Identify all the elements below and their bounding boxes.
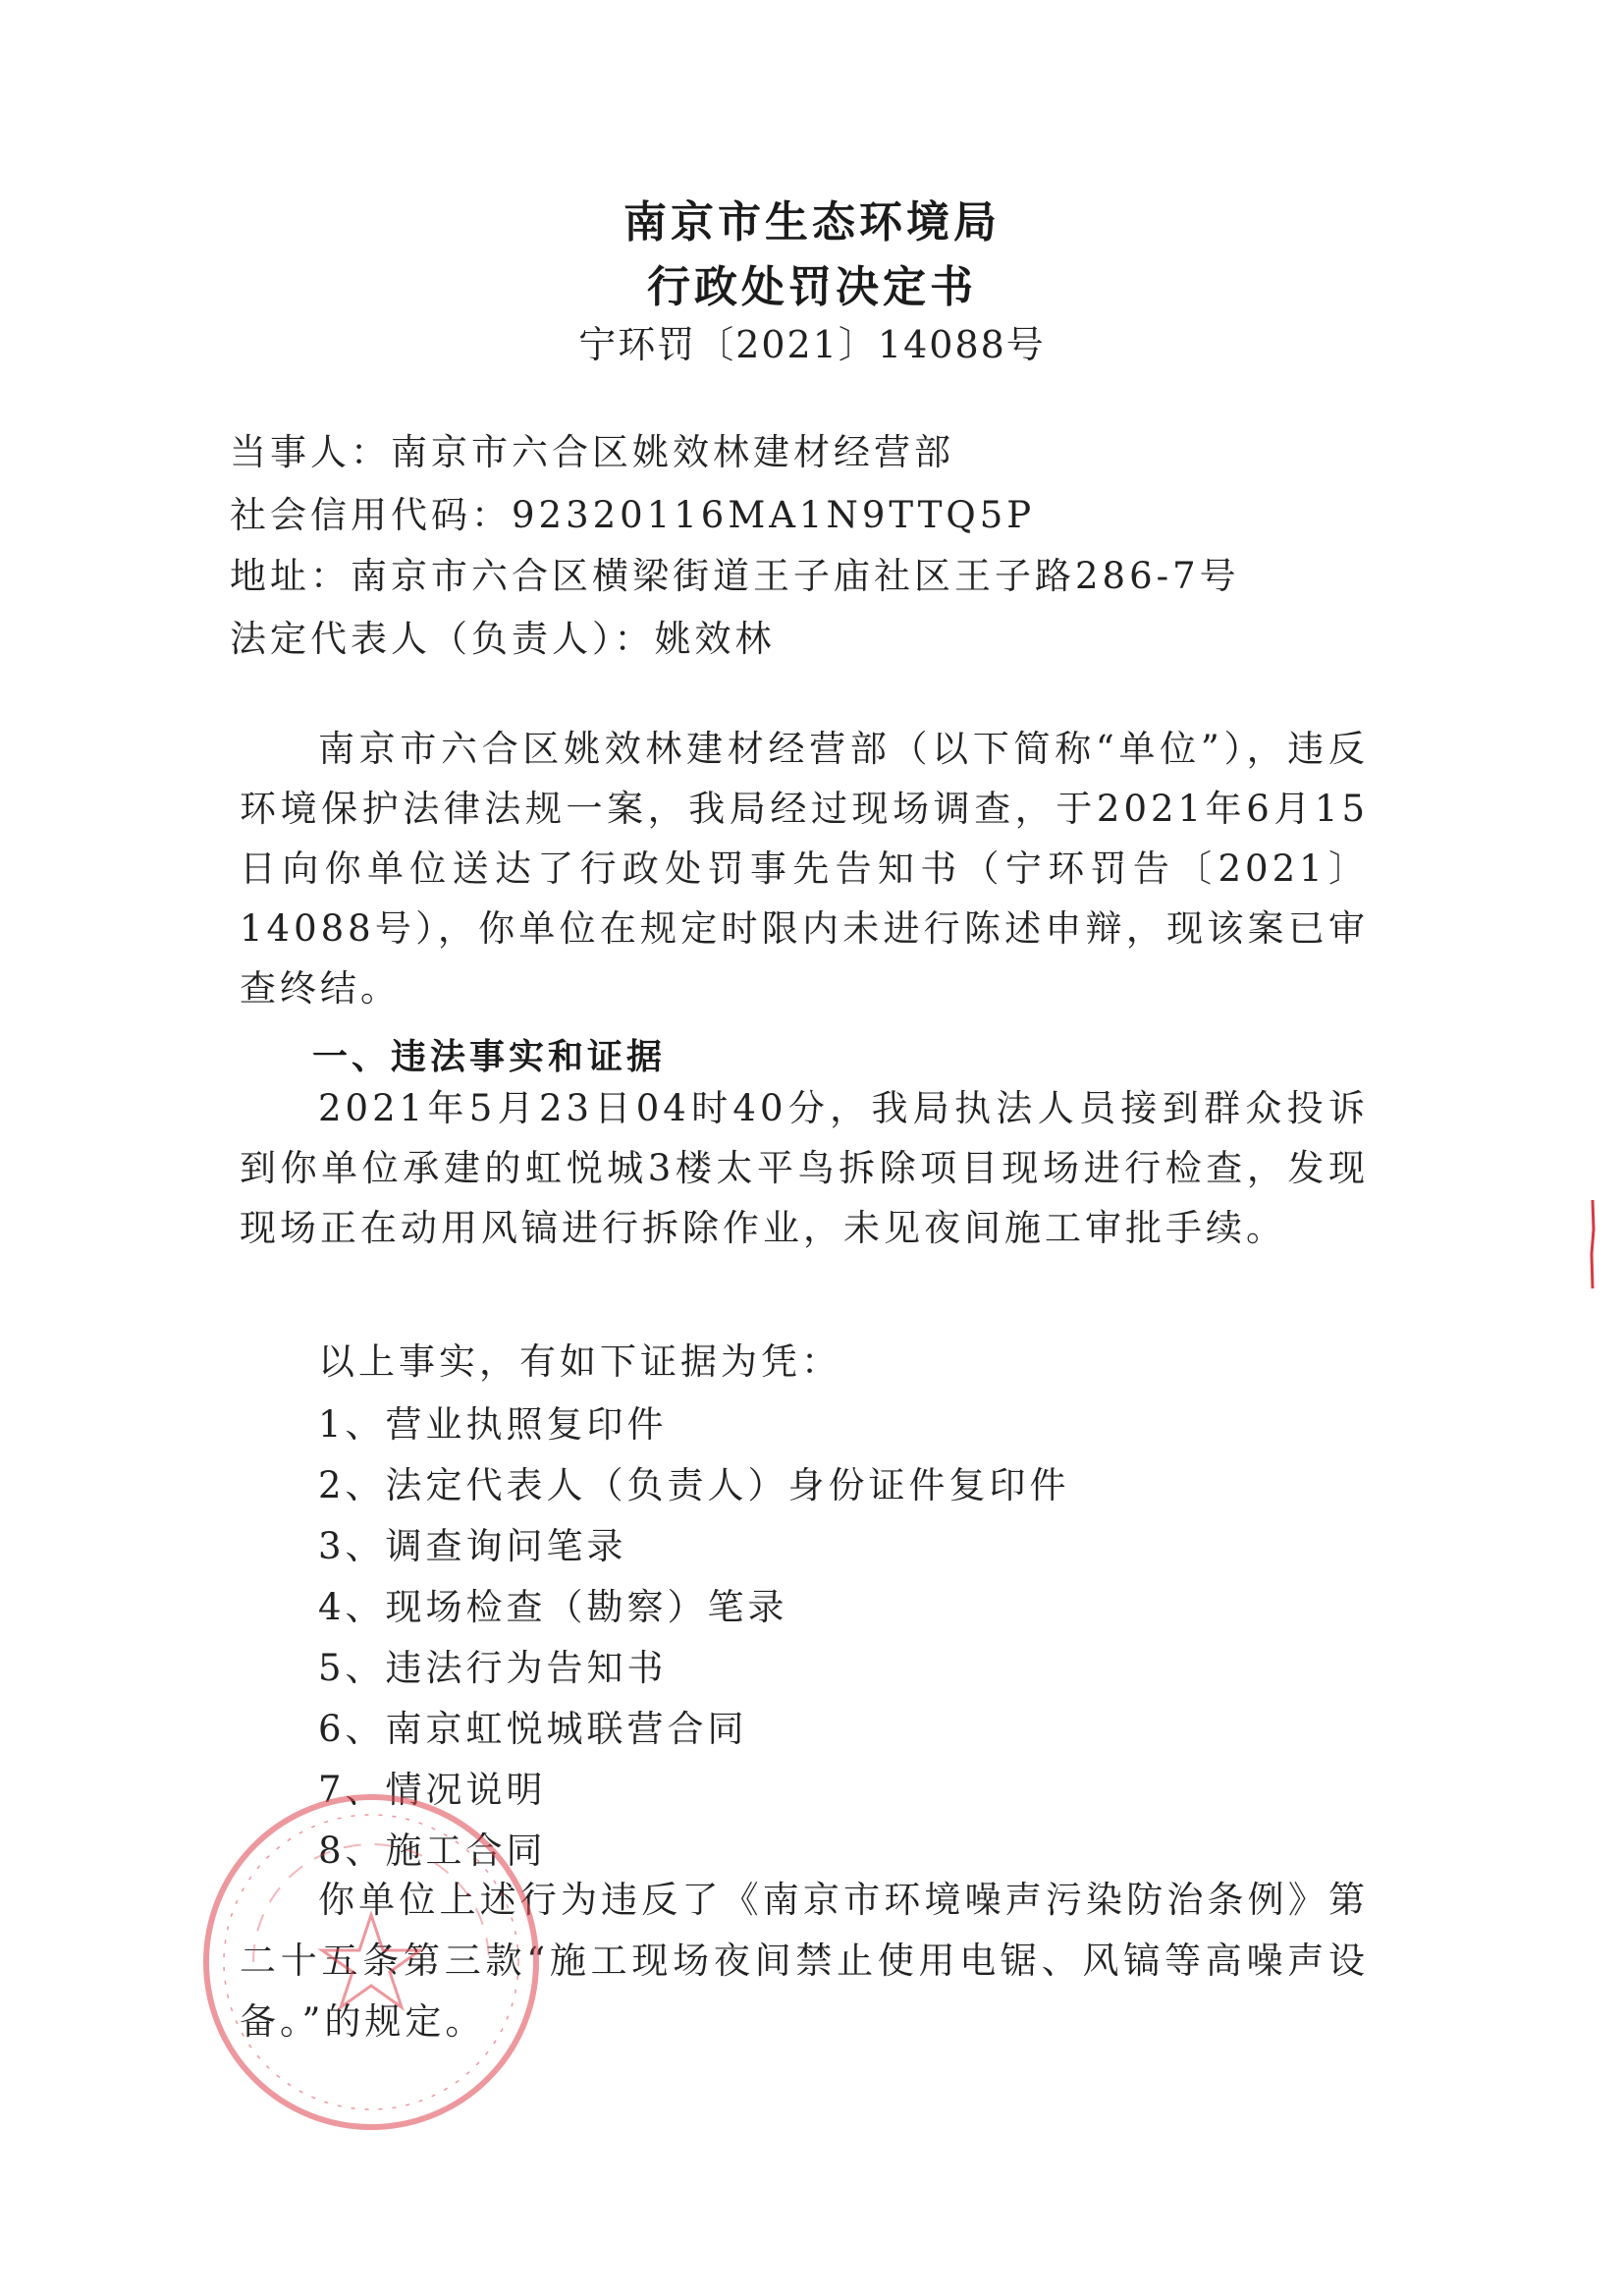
party-address: 地址：南京市六合区横梁街道王子庙社区王子路286-7号	[230, 555, 1240, 597]
facts-paragraph: 2021年5月23日04时40分，我局执法人员接到群众投诉到你单位承建的虹悦城3楼太平鸟拆除项目现场进行检查，发现现场正在动用风镐进行拆除作业，未见夜间施工审批手续。	[240, 1087, 1369, 1249]
evidence-intro: 以上事实，有如下证据为凭：	[318, 1340, 841, 1383]
evidence-item: 2、法定代表人（负责人）身份证件复印件	[318, 1464, 1070, 1506]
violation-paragraph: 你单位上述行为违反了《南京市环境噪声污染防治条例》第二十五条第三款“施工现场夜间禁止使用电锯、风镐等高噪声设备。”的规定。	[240, 1879, 1369, 2043]
document-type-title: 行政处罚决定书	[647, 262, 977, 312]
agency-title: 南京市生态环境局	[623, 197, 1001, 247]
evidence-list	[318, 1394, 1070, 1882]
party-representative: 法定代表人（负责人）：姚效林	[230, 618, 776, 660]
evidence-item: 5、违法行为告知书	[318, 1647, 668, 1689]
party-credit-code: 社会信用代码：92320116MA1N9TTQ5P	[230, 494, 1036, 536]
document-number: 宁环罚〔2021〕14088号	[578, 323, 1046, 366]
evidence-item: 7、情况说明	[318, 1769, 547, 1811]
intro-paragraph: 南京市六合区姚效林建材经营部（以下简称“单位”），违反环境保护法律法规一案，我局经过现场调查，于2021年6月15日向你单位送达了行政处罚事先告知书（宁环罚告〔2021〕14088号），你单位在规定时限内未进行陈述申辩，现该案已审查终结。	[240, 728, 1369, 1010]
evidence-item: 1、营业执照复印件	[318, 1403, 668, 1446]
evidence-item: 8、施工合同	[318, 1830, 547, 1872]
red-edge-mark	[1589, 1200, 1597, 1288]
evidence-item: 6、南京虹悦城联营合同	[318, 1708, 748, 1750]
party-name: 当事人：南京市六合区姚效林建材经营部	[230, 431, 954, 473]
section-heading-facts: 一、违法事实和证据	[312, 1037, 667, 1077]
evidence-item: 4、现场检查（勘察）笔录	[318, 1586, 788, 1628]
evidence-item: 3、调查询问笔录	[318, 1525, 627, 1567]
